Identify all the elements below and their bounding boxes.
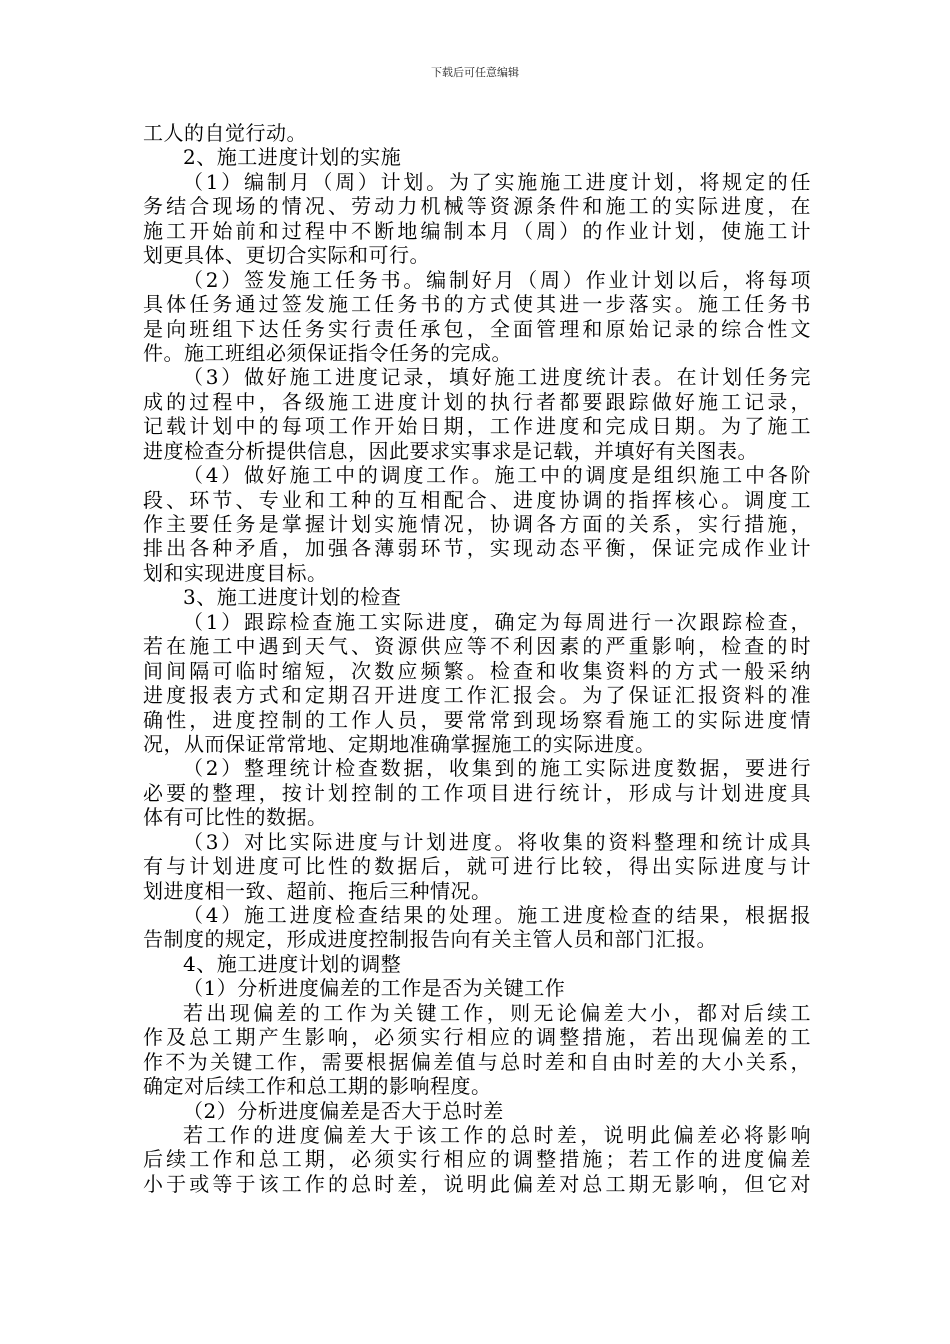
text-line: 必要的整理，按计划控制的工作项目进行统计，形成与计划进度具	[143, 780, 811, 805]
text-line: 划进度相一致、超前、拖后三种情况。	[143, 878, 492, 903]
text-line: 段、环节、专业和工种的互相配合、进度协调的指挥核心。调度工	[143, 487, 811, 512]
text-line: 体有可比性的数据。	[143, 805, 328, 830]
page-header: 下载后可任意编辑	[431, 66, 519, 79]
text-line: 2、施工进度计划的实施	[183, 145, 402, 170]
text-line: 若工作的进度偏差大于该工作的总时差，说明此偏差必将影响	[183, 1122, 811, 1147]
text-line: 件。施工班组必须保证指令任务的完成。	[143, 340, 512, 365]
text-line: 后续工作和总工期，必须实行相应的调整措施；若工作的进度偏差	[143, 1147, 811, 1172]
text-line: （4）做好施工中的调度工作。施工中的调度是组织施工中各阶	[183, 463, 811, 488]
text-line: 有与计划进度可比性的数据后，就可进行比较，得出实际进度与计	[143, 854, 811, 879]
text-line: 若出现偏差的工作为关键工作，则无论偏差大小，都对后续工	[183, 1000, 811, 1025]
text-line: 施工开始前和过程中不断地编制本月（周）的作业计划，使施工计	[143, 218, 811, 243]
text-line: 确定对后续工作和总工期的影响程度。	[143, 1074, 492, 1099]
text-line: 是向班组下达任务实行责任承包，全面管理和原始记录的综合性文	[143, 316, 811, 341]
text-line: （1）跟踪检查施工实际进度，确定为每周进行一次跟踪检查，	[183, 609, 811, 634]
text-line: 划更具体、更切合实际和可行。	[143, 243, 430, 268]
text-line: 若在施工中遇到天气、资源供应等不利因素的严重影响，检查的时	[143, 634, 811, 659]
text-line: 况，从而保证常常地、定期地准确掌握施工的实际进度。	[143, 731, 656, 756]
text-line: （2）签发施工任务书。编制好月（周）作业计划以后，将每项	[183, 267, 811, 292]
text-line: 作及总工期产生影响，必须实行相应的调整措施，若出现偏差的工	[143, 1025, 811, 1050]
text-line: （2）分析进度偏差是否大于总时差	[183, 1098, 504, 1123]
text-line: （3）做好施工进度记录，填好施工进度统计表。在计划任务完	[183, 365, 811, 390]
text-line: （2）整理统计检查数据，收集到的施工实际进度数据，要进行	[183, 756, 811, 781]
text-line: 4、施工进度计划的调整	[183, 951, 402, 976]
text-line: 进度检查分析提供信息，因此要求实事求是记载，并填好有关图表。	[143, 438, 758, 463]
text-line: 划和实现进度目标。	[143, 560, 328, 585]
text-line: （3）对比实际进度与计划进度。将收集的资料整理和统计成具	[183, 829, 811, 854]
text-line: 确性，进度控制的工作人员，要常常到现场察看施工的实际进度情	[143, 707, 811, 732]
text-line: 排出各种矛盾，加强各薄弱环节，实现动态平衡，保证完成作业计	[143, 536, 811, 561]
text-line: 作主要任务是掌握计划实施情况，协调各方面的关系，实行措施，	[143, 512, 811, 536]
text-line: （1）编制月（周）计划。为了实施施工进度计划，将规定的任	[183, 169, 811, 194]
text-line: 具体任务通过签发施工任务书的方式使其进一步落实。施工任务书	[143, 292, 811, 317]
text-line: 进度报表方式和定期召开进度工作汇报会。为了保证汇报资料的准	[143, 683, 811, 708]
text-line: 记载计划中的每项工作开始日期，工作进度和完成日期。为了施工	[143, 414, 811, 439]
text-line: 成的过程中，各级施工进度计划的执行者都要跟踪做好施工记录，	[143, 389, 811, 414]
text-line: 3、施工进度计划的检查	[183, 585, 402, 610]
text-line: 工人的自觉行动。	[143, 121, 307, 145]
text-line: （1）分析进度偏差的工作是否为关键工作	[183, 976, 566, 1001]
text-line: 作不为关键工作，需要根据偏差值与总时差和自由时差的大小关系，	[143, 1049, 811, 1074]
text-line: 务结合现场的情况、劳动力机械等资源条件和施工的实际进度，在	[143, 194, 811, 219]
text-line: 小于或等于该工作的总时差，说明此偏差对总工期无影响，但它对	[143, 1171, 811, 1196]
text-line: （4）施工进度检查结果的处理。施工进度检查的结果，根据报	[183, 903, 811, 927]
document-body	[143, 121, 811, 1196]
text-line: 告制度的规定，形成进度控制报告向有关主管人员和部门汇报。	[143, 927, 717, 952]
text-line: 间间隔可临时缩短，次数应频繁。检查和收集资料的方式一般采纳	[143, 658, 811, 683]
